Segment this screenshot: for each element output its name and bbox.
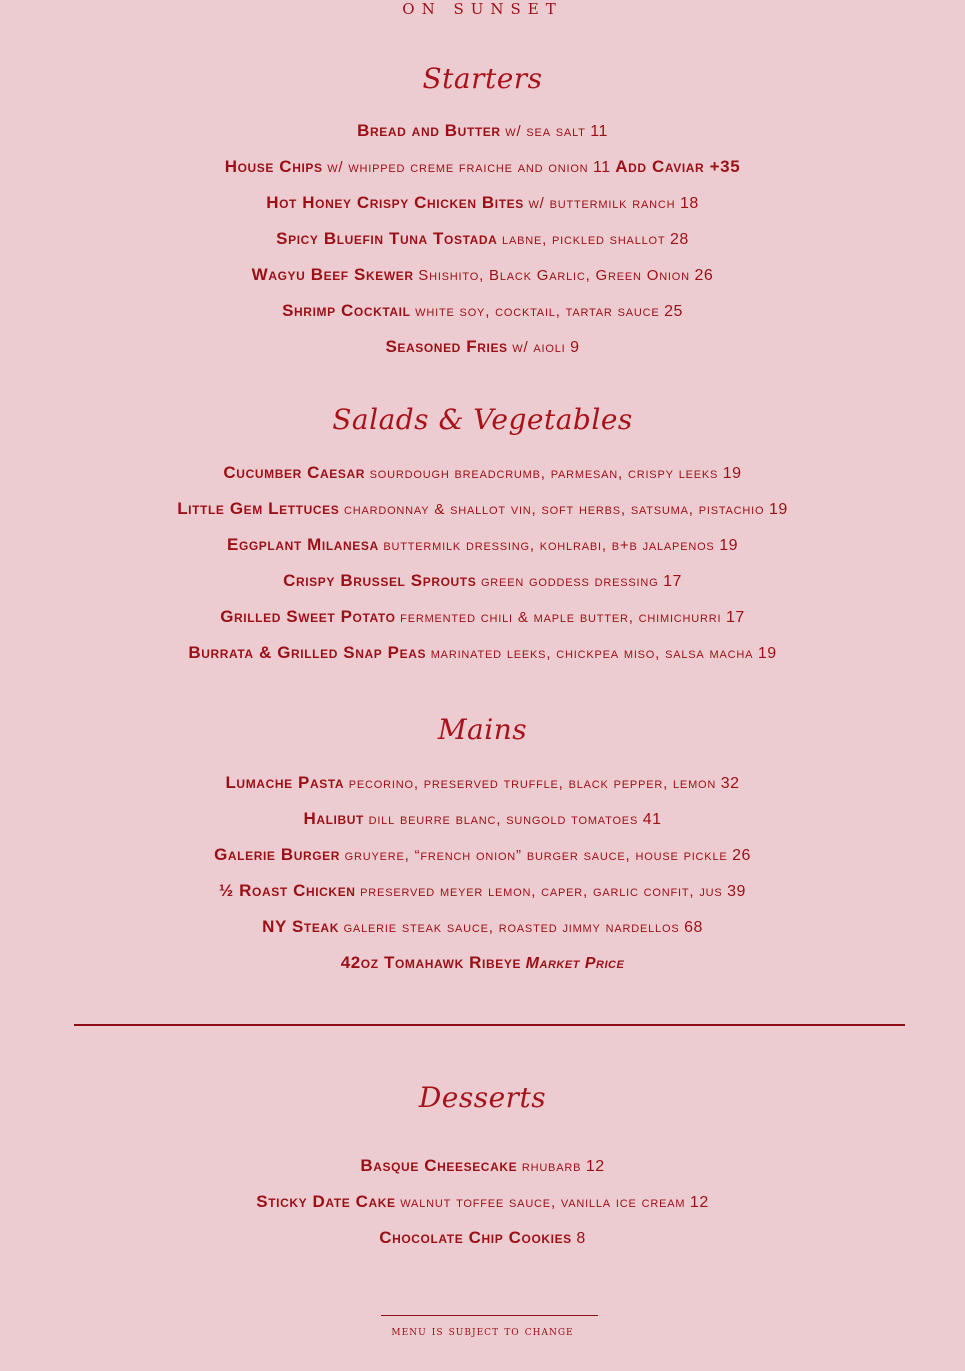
item-price: 8 <box>576 1230 586 1247</box>
item-name: Burrata & Grilled Snap Peas <box>188 643 427 662</box>
item-price: 26 <box>694 267 714 284</box>
item-price: 12 <box>689 1194 709 1211</box>
section-title-salads: Salads & Vegetables <box>332 403 633 436</box>
menu-item <box>0 193 965 214</box>
item-price: 18 <box>679 195 699 212</box>
item-desc: white soy, cocktail, tartar sauce <box>415 303 660 320</box>
item-price: 17 <box>725 609 745 626</box>
item-name: 42oz Tomahawk Ribeye <box>340 953 522 972</box>
menu-item <box>0 917 965 938</box>
item-name: Grilled Sweet Potato <box>220 607 396 626</box>
item-desc: pecorino, preserved truffle, black pepper, lemon <box>348 775 717 792</box>
section-title-starters: Starters <box>422 62 543 95</box>
item-price: 9 <box>570 339 580 356</box>
item-name: Sticky Date Cake <box>256 1192 396 1211</box>
item-desc: Shishito, Black Garlic, Green Onion <box>418 267 690 284</box>
menu-item <box>0 881 965 902</box>
item-desc: dill beurre blanc, sungold tomatoes <box>368 811 639 828</box>
item-name: Galerie Burger <box>214 845 341 864</box>
item-name: House Chips <box>224 157 323 176</box>
item-desc: fermented chili & maple butter, chimichurri <box>400 609 722 626</box>
item-price: 19 <box>769 501 788 518</box>
item-desc: gruyere, “french onion” burger sauce, house pickle <box>344 847 728 864</box>
item-desc: marinated leeks, chickpea miso, salsa macha <box>430 645 754 662</box>
item-desc: w/ aioli <box>512 339 566 356</box>
item-name: Bread and Butter <box>357 121 501 140</box>
menu-item <box>0 337 965 358</box>
item-price: 12 <box>585 1158 605 1175</box>
footer-note: menu is subject to change <box>391 1324 574 1339</box>
item-name: ½ Roast Chicken <box>219 881 356 900</box>
section-title-desserts: Desserts <box>418 1081 547 1114</box>
item-price: 19 <box>722 465 742 482</box>
item-price: 19 <box>757 645 777 662</box>
item-name: Lumache Pasta <box>225 773 345 792</box>
menu-item <box>0 571 965 592</box>
item-desc: w/ buttermilk ranch <box>528 195 676 212</box>
item-name: Basque Cheesecake <box>360 1156 518 1175</box>
item-desc: labne, pickled shallot <box>502 231 666 248</box>
item-desc: preserved meyer lemon, caper, garlic confit, jus <box>360 883 723 900</box>
item-name: Halibut <box>303 809 364 828</box>
menu-item <box>0 463 965 484</box>
item-desc: walnut toffee sauce, vanilla ice cream <box>400 1194 686 1211</box>
menu-item <box>0 773 965 794</box>
item-price: 32 <box>720 775 740 792</box>
menu-item <box>0 1192 965 1213</box>
item-name: Spicy Bluefin Tuna Tostada <box>276 229 498 248</box>
section-divider <box>74 1024 905 1026</box>
menu-item <box>0 499 965 520</box>
item-name: Chocolate Chip Cookies <box>379 1228 572 1247</box>
menu-item <box>0 809 965 830</box>
item-name: Eggplant Milanesa <box>227 535 379 554</box>
item-desc: chardonnay & shallot vin, soft herbs, satsuma, pistachio <box>343 501 765 518</box>
item-name: Seasoned Fries <box>385 337 508 356</box>
menu-item <box>0 1156 965 1177</box>
item-price: 17 <box>663 573 682 590</box>
item-desc: w/ whipped creme fraiche and onion <box>327 159 589 176</box>
item-market-price: Market Price <box>525 955 625 972</box>
menu-item <box>0 157 965 178</box>
item-desc: sourdough breadcrumb, parmesan, crispy leeks <box>369 465 719 482</box>
menu-item <box>0 607 965 628</box>
item-name: Shrimp Cocktail <box>282 301 411 320</box>
menu-item <box>0 301 965 322</box>
item-desc: green goddess dressing <box>480 573 659 590</box>
item-price: 25 <box>664 303 683 320</box>
item-price: 41 <box>642 811 662 828</box>
item-desc: w/ sea salt <box>505 123 586 140</box>
item-desc: galerie steak sauce, roasted jimmy nardellos <box>343 919 680 936</box>
item-price: 11 <box>593 159 611 176</box>
item-price: 19 <box>719 537 738 554</box>
section-title-mains: Mains <box>437 713 528 746</box>
item-price: 39 <box>727 883 746 900</box>
item-price: 28 <box>670 231 689 248</box>
item-name: Wagyu Beef Skewer <box>251 265 414 284</box>
item-name: Hot Honey Crispy Chicken Bites <box>266 193 524 212</box>
footer-rule <box>381 1315 598 1316</box>
menu-item <box>0 953 965 974</box>
item-price: 11 <box>590 123 608 140</box>
menu-item <box>0 229 965 250</box>
item-name: Crispy Brussel Sprouts <box>283 571 477 590</box>
menu-item <box>0 643 965 664</box>
menu-item <box>0 535 965 556</box>
menu-item <box>0 845 965 866</box>
menu-item <box>0 1228 965 1249</box>
menu-item <box>0 265 965 286</box>
item-desc: rhubarb <box>521 1158 582 1175</box>
item-price: 68 <box>684 919 703 936</box>
item-price: 26 <box>732 847 751 864</box>
menu-item <box>0 121 965 142</box>
item-name: Little Gem Lettuces <box>177 499 340 518</box>
item-name: Cucumber Caesar <box>223 463 366 482</box>
item-name: NY Steak <box>262 917 339 936</box>
restaurant-caption: ON SUNSET <box>402 0 563 18</box>
item-addon: Add Caviar +35 <box>615 157 741 176</box>
item-desc: buttermilk dressing, kohlrabi, b+b jalapenos <box>383 537 715 554</box>
